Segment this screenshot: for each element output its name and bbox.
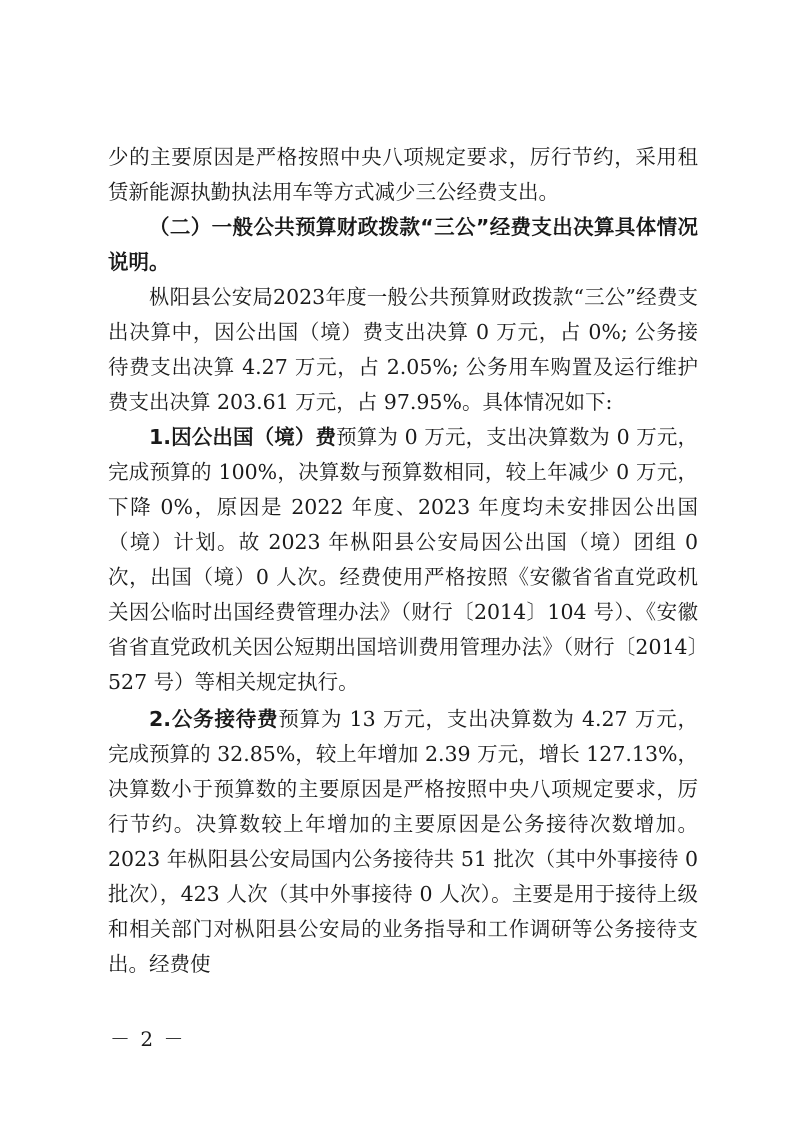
paragraph-reception (108, 702, 698, 982)
paragraph-overseas-travel (108, 420, 698, 700)
item-heading-reception: 2.公务接待费 (149, 707, 279, 731)
item-body-reception: 预算为 13 万元，支出决算数为 4.27 万元，完成预算的 32.85%，较上年增加 2.39 万元，增长 127.13%，决算数小于预算数的主要原因是严格按照中央八项规定要求，厉行节约。决算数较上年增加的主要原因是公务接待次数增加。2023 年枞阳县公安局国内公务接待共 51 批次（其中外事接待 0 批次），423 人次（其中外事接待 0 人次）。主要是用于接待上级和相关部门对枞阳县公安局的业务指导和工作调研等公务接待支出。经费使 (108, 707, 698, 976)
item-body-overseas-travel: 预算为 0 万元，支出决算数为 0 万元，完成预算的 100%，决算数与预算数相同，较上年减少 0 万元，下降 0%，原因是 2022 年度、2023 年度均未安排因公出国（境）计划。故 2023 年枞阳县公安局因公出国（境）团组 0 次，出国（境）0 人次。经费使用严格按照《安徽省省直党政机关因公临时出国经费管理办法》（财行〔2014〕104 号）、《安徽省省直党政机关因公短期出国培训费用管理办法》（财行〔2014〕527 号）等相关规定执行。 (108, 425, 698, 694)
item-heading-overseas-travel: 1.因公出国（境）费 (149, 425, 337, 449)
document-body (108, 140, 698, 982)
section-heading: （二）一般公共预算财政拨款“三公”经费支出决算具体情况说明。 (108, 215, 698, 274)
page-number: － 2 － (110, 1027, 186, 1051)
paragraph-summary: 枞阳县公安局2023年度一般公共预算财政拨款“三公”经费支出决算中，因公出国（境）费支出决算 0 万元，占 0%; 公务接待费支出决算 4.27 万元，占 2.05%; 公务用车购置及运行维护费支出决算 203.61 万元，占 97.95%。具体情况如下: (108, 285, 698, 414)
paragraph-continuation: 少的主要原因是严格按照中央八项规定要求，厉行节约，采用租赁新能源执勤执法用车等方式减少三公经费支出。 (108, 145, 698, 204)
